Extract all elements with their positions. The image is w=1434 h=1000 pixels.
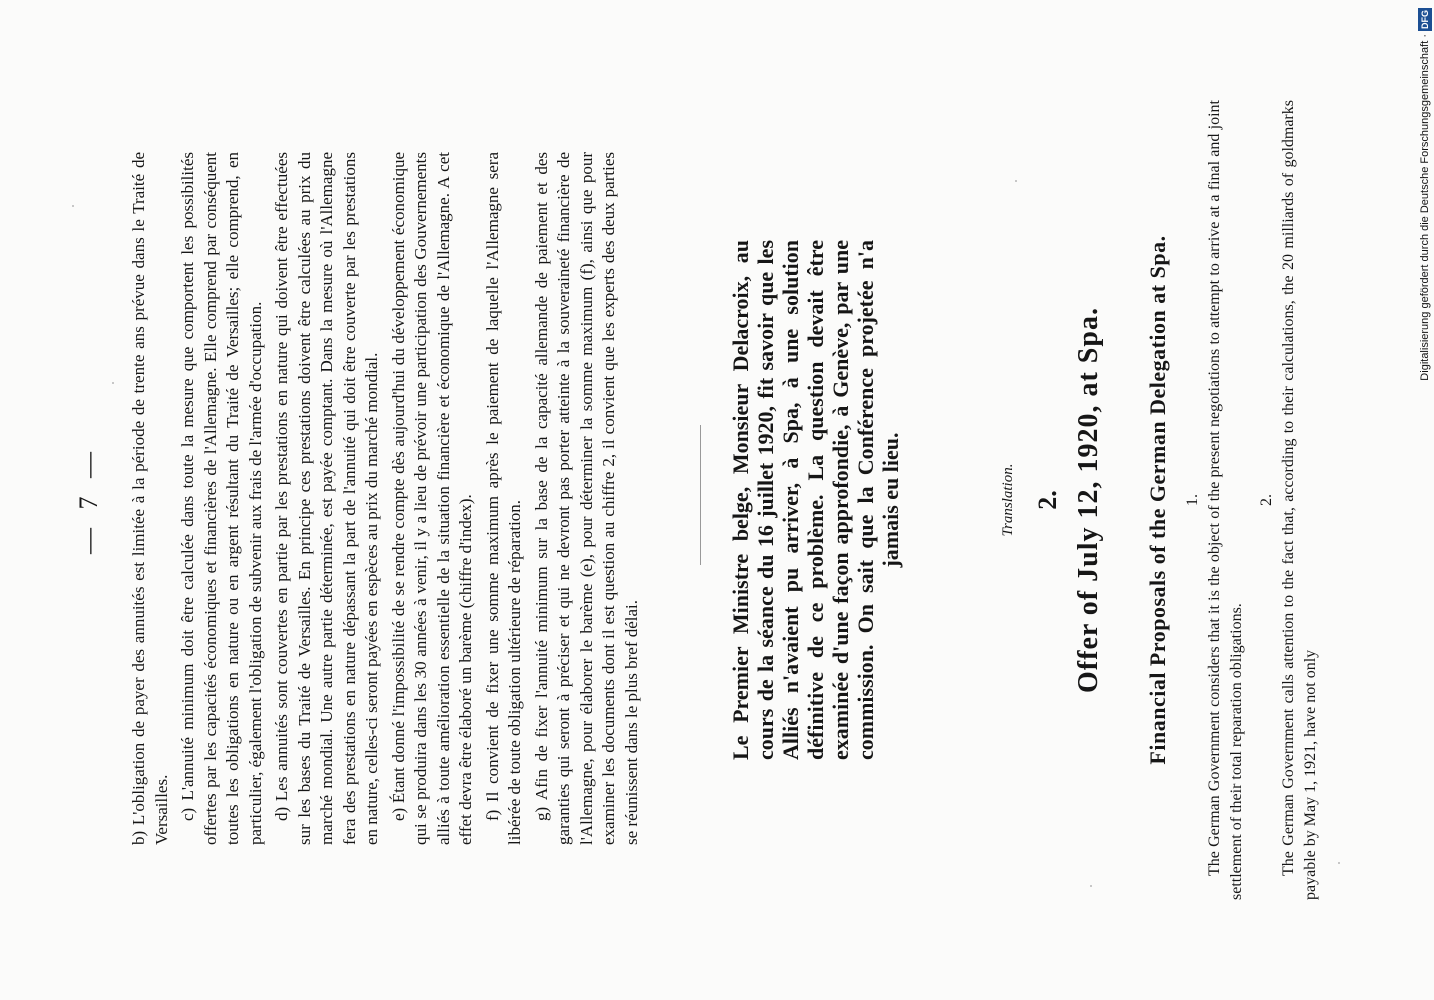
french-paragraph-c: c) L'annuité minimum doit être calculée dans toute la mesure que comportent les possibilités offertes par les capacités économiques et financières de l'Allemagne. Elle comprend par conséquent toutes les obligations en nature ou en argent résultant du Traité de Versailles; elle comprend, en particulier, également l'obligation de subvenir aux frais de l'armée d'occupation. [178,152,265,845]
english-paragraph: The German Government calls attention to the fact that, according to their calculations, the 20 milliards of goldmarks payable by May 1, 1921, have not only [1280,100,1319,900]
proposals-title: Financial Proposals of the German Delegation at Spa. [1145,235,1170,765]
page-number: — 7 — [74,446,103,554]
dfg-logo: DFG [1420,10,1430,29]
section-number: 2. [1033,490,1062,510]
digitization-credit-text: Digitalisierung gefördert durch die Deutsche Forschungsgemeinschaft · [1419,34,1431,381]
french-paragraph-e: e) Étant donné l'impossibilité de se rendre compte dès aujourd'hui du développement économique qui se produira dans les 30 années à venir, il y a lieu de prévoir une participation des Gouvernements alliés à toute amélioration essentielle de la situation financière et économique de l'Allemagne. A cet effet devra être élaboré un barème (chiffre d'index). [388,152,475,845]
translation-label: Translation. [1000,463,1016,537]
french-text-block [128,152,647,845]
digitization-credit [1418,8,1432,393]
scan-speck [72,205,74,207]
bold-historical-note: Le Premier Ministre belge, Monsieur Delacroix, au cours de la séance du 16 juillet 1920, fit savoir que les Alliés n'avaient pu arriver, à Spa, à une solution définitive de ce problème. La question devait être examinée d'une façon approfondie, à Genève, par une commission. On sait que la Conférence projetée n'a jamais eu lieu. [728,240,903,760]
scan-speck [1338,862,1340,864]
english-paragraph: The German Government considers that it is the object of the present negotiations to attempt to arrive at a final and joint settlement of their total reparation obligations. [1206,100,1245,900]
french-paragraph-g: g) Afin de fixer l'annuité minimum sur la base de la capacité allemande de paiement et des garanties qui seront à préciser et qui ne devront pas porter atteinte à la souveraineté financière de l'Allemagne, pour élaborer le barème (e), pour déterminer la somme maximum (f), ainsi que pour examiner les documents dont il est question au chiffre 2, il convient que les experts des deux parties se réunissent dans le plus bref délai. [531,152,641,845]
french-paragraph-f: f) Il convient de fixer une somme maximum après le paiement de laquelle l'Allemagne sera libérée de toute obligation ultérieure de réparation. [482,152,524,845]
french-paragraph-d: d) Les annuités sont couvertes en partie par les prestations en nature qui doivent être effectuées sur les bases du Traité de Versailles. En principe ces prestations doivent être calculées au prix du marché mondial. Une autre partie déterminée, est payée comptant. Dans la mesure où l'Allemagne fera des prestations en nature dépassant la part de l'annuité qui doit être couverte par les prestations en nature, celles-ci seront payées en espèces au prix du marché mondial. [272,152,381,845]
section-divider [700,425,701,565]
scan-speck [1090,885,1092,887]
french-paragraph-b: b) L'obligation de payer des annuités est limitée à la période de trente ans prévue dans le Traité de Versailles. [129,152,171,845]
scan-speck [1015,180,1017,182]
scan-speck [112,382,114,384]
offer-title: Offer of July 12, 1920, at Spa. [1073,307,1104,693]
english-text-block [1182,100,1330,900]
english-section-number: 1. [1184,494,1201,506]
english-section-number: 2. [1258,494,1275,506]
